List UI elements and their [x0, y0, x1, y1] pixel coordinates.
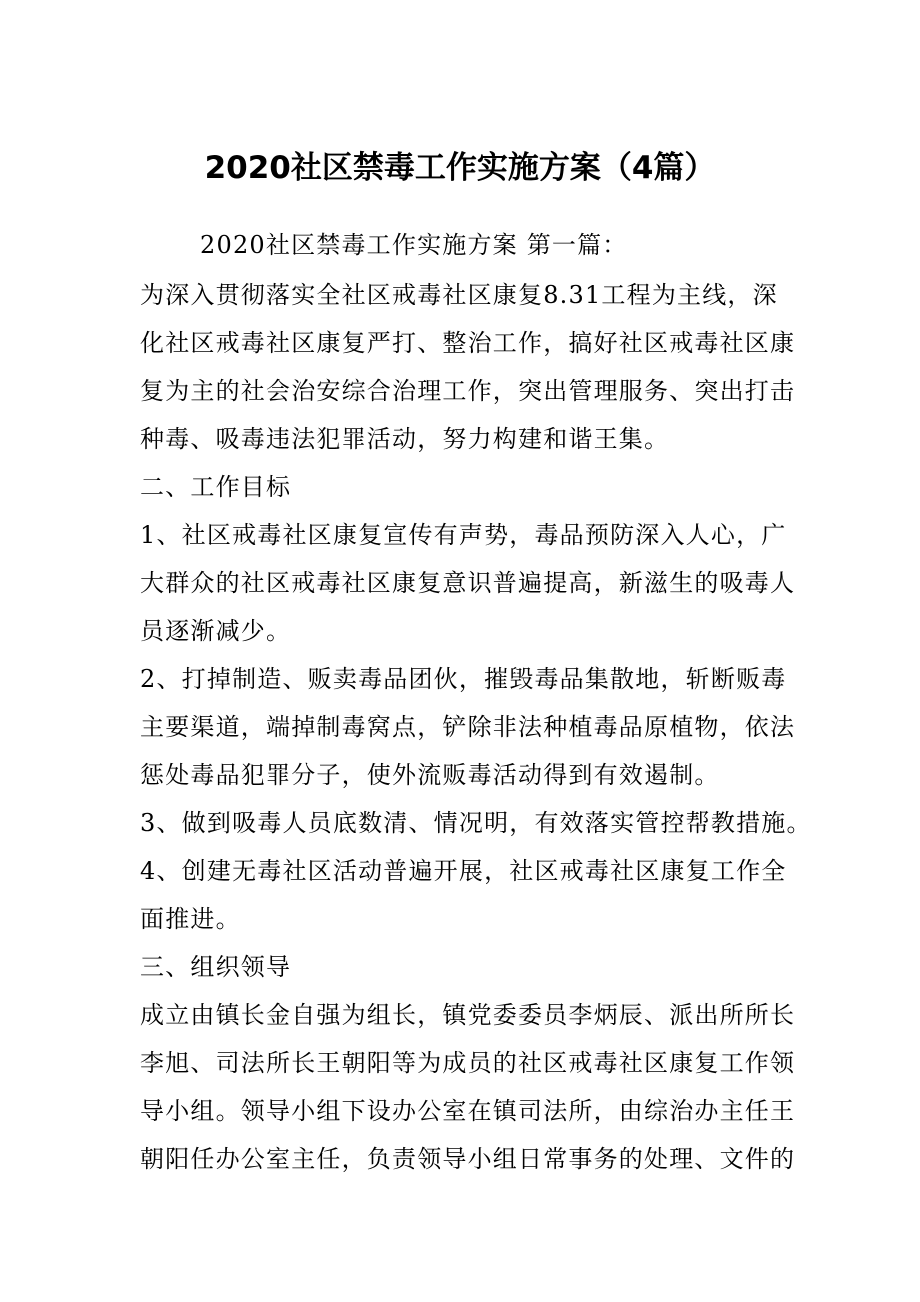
- section-heading: 二、工作目标: [140, 473, 292, 501]
- text-line: 1、社区戒毒社区康复宣传有声势，毒品预防深入人心，广: [140, 521, 787, 549]
- section-heading: 三、组织领导: [140, 953, 292, 981]
- text-line: 化社区戒毒社区康复严打、整治工作，搞好社区戒毒社区康: [140, 329, 796, 357]
- text-line: 4、创建无毒社区活动普遍开展，社区戒毒社区康复工作全: [140, 857, 787, 885]
- text-line: 面推进。: [140, 905, 241, 933]
- text-line: 导小组。领导小组下设办公室在镇司法所，由综治办主任王: [140, 1097, 796, 1125]
- text-line: 成立由镇长金自强为组长，镇党委委员李炳辰、派出所所长: [140, 1001, 796, 1029]
- text-line: 2、打掉制造、贩卖毒品团伙，摧毁毒品集散地，斩断贩毒: [140, 665, 787, 693]
- text-line: 复为主的社会治安综合治理工作，突出管理服务、突出打击: [140, 377, 796, 405]
- text-line: 员逐渐减少。: [140, 617, 292, 645]
- text-line: 3、做到吸毒人员底数清、情况明，有效落实管控帮教措施。: [140, 809, 812, 837]
- text-line: 朝阳任办公室主任，负责领导小组日常事务的处理、文件的: [140, 1145, 796, 1173]
- text-line: 种毒、吸毒违法犯罪活动，努力构建和谐王集。: [140, 425, 670, 453]
- text-line: 主要渠道，端掉制毒窝点，铲除非法种植毒品原植物，依法: [140, 713, 796, 741]
- text-line: 惩处毒品犯罪分子，使外流贩毒活动得到有效遏制。: [140, 761, 720, 789]
- text-line: 为深入贯彻落实全社区戒毒社区康复8.31工程为主线，深: [140, 281, 778, 309]
- text-line: 大群众的社区戒毒社区康复意识普遍提高，新滋生的吸毒人: [140, 569, 796, 597]
- document-title: 2020社区禁毒工作实施方案（4篇）: [204, 150, 716, 186]
- section-subheading: 2020社区禁毒工作实施方案 第一篇：: [200, 231, 628, 259]
- text-line: 李旭、司法所长王朝阳等为成员的社区戒毒社区康复工作领: [140, 1049, 796, 1077]
